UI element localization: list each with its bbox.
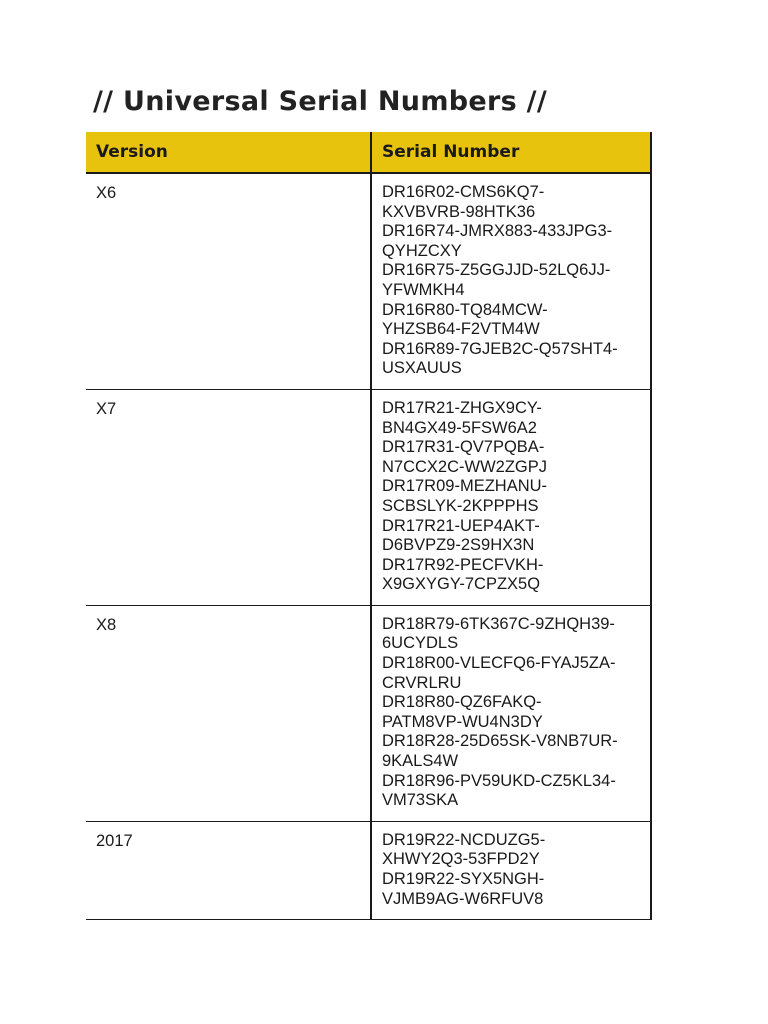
serial-line: D6BVPZ9-2S9HX3N — [382, 536, 535, 555]
page-title: // Universal Serial Numbers // — [93, 86, 547, 117]
serial-line: YFWMKH4 — [382, 280, 465, 299]
serial-line: DR17R21-UEP4AKT- — [382, 516, 540, 535]
serial-line: CRVRLRU — [382, 673, 462, 692]
serial-number-table — [86, 132, 652, 920]
table-row — [86, 389, 651, 605]
serial-line: DR19R22-NCDUZG5- — [382, 830, 546, 849]
serial-line: YHZSB64-F2VTM4W — [382, 320, 540, 339]
serial-line: DR16R02-CMS6KQ7- — [382, 183, 545, 201]
serial-line: DR16R75-Z5GGJJD-52LQ6JJ- — [382, 261, 611, 280]
serial-line: DR18R28-25D65SK-V8NB7UR- — [382, 732, 618, 751]
serial-line: N7CCX2C-WW2ZGPJ — [382, 457, 548, 476]
serial-line: DR17R31-QV7PQBA- — [382, 438, 545, 457]
serial-line: DR18R80-QZ6FAKQ- — [382, 693, 542, 712]
serial-cell — [371, 389, 651, 605]
table-header-row — [86, 132, 651, 173]
table-row — [86, 605, 651, 821]
serial-line: XHWY2Q3-53FPD2Y — [382, 850, 540, 869]
serial-line: DR19R22-SYX5NGH- — [382, 870, 545, 888]
table-row — [86, 821, 651, 919]
version-cell: X6 — [86, 173, 371, 389]
serial-line: DR17R21-ZHGX9CY- — [382, 398, 542, 417]
serial-cell — [371, 821, 651, 919]
serial-line: DR16R89-7GJEB2C-Q57SHT4- — [382, 339, 618, 358]
serial-line: DR16R74-JMRX883-433JPG3- — [382, 222, 613, 241]
serial-line: X9GXYGY-7CPZX5Q — [382, 575, 541, 594]
serial-line: KXVBVRB-98HTK36 — [382, 202, 536, 221]
serial-line: DR17R92-PECFVKH- — [382, 555, 544, 574]
serial-line: USXAUUS — [382, 359, 462, 378]
serial-line: DR18R96-PV59UKD-CZ5KL34- — [382, 771, 616, 790]
serial-line: DR16R80-TQ84MCW- — [382, 300, 548, 319]
serial-line: VM73SKA — [382, 791, 459, 810]
column-header-version: Version — [86, 132, 371, 173]
serial-cell — [371, 173, 651, 389]
column-header-serial-number: Serial Number — [371, 132, 651, 173]
serial-line: BN4GX49-5FSW6A2 — [382, 418, 537, 437]
serial-line: DR18R79-6TK367C-9ZHQH39- — [382, 614, 615, 633]
serial-line: PATM8VP-WU4N3DY — [382, 712, 543, 731]
serial-line: DR17R09-MEZHANU- — [382, 477, 548, 496]
serial-line: QYHZCXY — [382, 241, 462, 260]
version-cell: 2017 — [86, 821, 371, 919]
serial-cell — [371, 605, 651, 821]
serial-line: DR18R00-VLECFQ6-FYAJ5ZA- — [382, 654, 616, 673]
serial-line: 9KALS4W — [382, 752, 459, 771]
serial-line: 6UCYDLS — [382, 634, 459, 653]
serial-line: VJMB9AG-W6RFUV8 — [382, 889, 544, 908]
table-row — [86, 173, 651, 389]
version-cell: X7 — [86, 389, 371, 605]
version-cell: X8 — [86, 605, 371, 821]
serial-line: SCBSLYK-2KPPPHS — [382, 496, 539, 515]
